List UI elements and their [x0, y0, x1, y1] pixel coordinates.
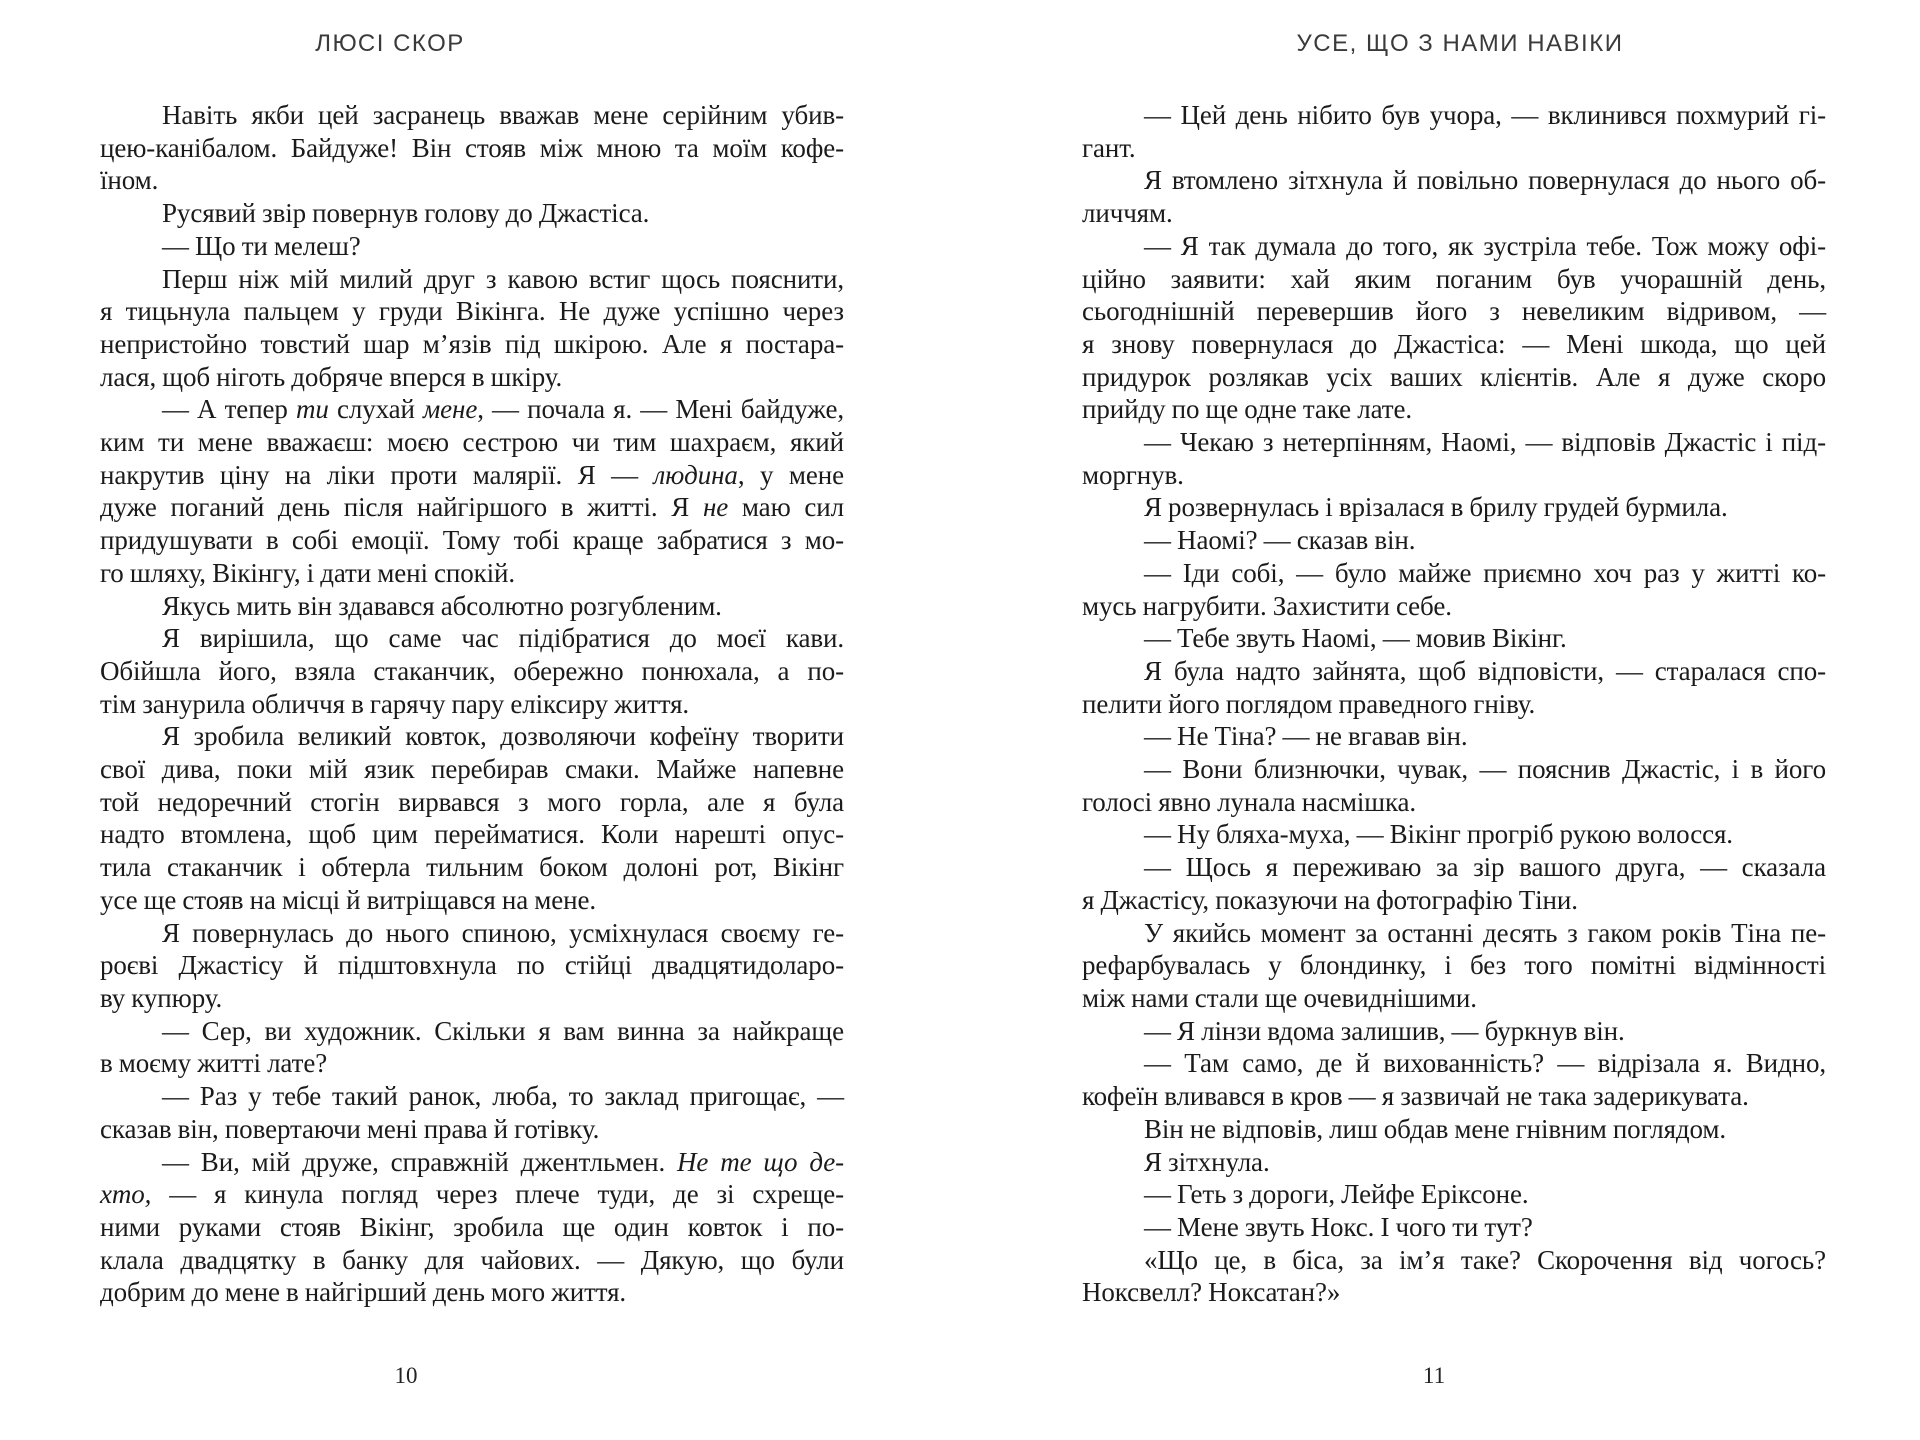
text-line: кофеїн вливався в кров — я зазвичай не така задерикувата. [1082, 1081, 1749, 1112]
text-line: я знову повернулася до Джастіса: — Мені шкода, що цей [1082, 328, 1826, 359]
text-line: я Джастісу, показуючи на фотографію Тіни. [1082, 884, 1578, 915]
text-line: Я повернулась до нього спиною, усміхнулася своєму ге- [162, 917, 844, 948]
text-line: клала двадцятку в банку для чайових. — Дякую, що були [100, 1244, 844, 1275]
running-header-author: ЛЮСІ СКОР [315, 30, 465, 57]
text-line: ційно заявити: хай яким поганим був учорашній день, [1082, 263, 1826, 294]
text-line: я тицьнула пальцем у груди Вікінга. Не дуже успішно через [100, 296, 844, 327]
page-number-left: 10 [394, 1363, 418, 1388]
text-line: добрим до мене в найгірший день мого життя. [100, 1277, 627, 1308]
text-line: Я зробила великий ковток, дозволяючи кофеїну творити [162, 721, 844, 752]
text-line: роєві Джастісу й підштовхнула по стійці двадцятидоларо- [100, 950, 844, 981]
text-line: — Там само, де й вихованність? — відрізала я. Видно, [1144, 1048, 1826, 1079]
text-line: — Я лінзи вдома залишив, — буркнув він. [1144, 1015, 1625, 1046]
text-line: накрутив ціну на ліки проти малярії. Я — людина, у мене [100, 459, 845, 490]
text-line: — Іди собі, — було майже приємно хоч раз у житті ко- [1144, 557, 1826, 588]
text-line: ким ти мене вважаєш: моєю сестрою чи тим шахраєм, який [100, 427, 844, 458]
text-line: Якусь мить він здавався абсолютно розгубленим. [162, 590, 722, 621]
right-page [960, 0, 1920, 1440]
left-page-text [100, 99, 844, 1309]
text-line: голосі явно лунала насмішка. [1082, 786, 1417, 817]
text-line: усе ще стояв на місці й витріщався на мене. [100, 884, 597, 915]
text-line: Я зітхнула. [1144, 1146, 1270, 1177]
italic-text: не [702, 492, 729, 523]
text-line: — Щось я переживаю за зір вашого друга, — сказала [1144, 852, 1826, 883]
text-line: надто втомлена, щоб цим перейматися. Коли нарешті опус- [100, 819, 844, 850]
text-line: Обійшла його, взяла стаканчик, обережно понюхала, а по- [100, 655, 844, 686]
right-page-text [1082, 99, 1826, 1309]
text-line: — Вони близнючки, чувак, — пояснив Джастіс, і в його [1144, 754, 1826, 785]
text-line: — Що ти мелеш? [162, 230, 361, 261]
text-line: хто, — я кинула погляд через плече туди, де зі схреще- [100, 1179, 844, 1210]
text-line: Я була надто зайнята, щоб відповісти, — старалася спо- [1144, 655, 1826, 686]
text-line: — Наомі? — сказав він. [1144, 525, 1416, 556]
text-line: — Чекаю з нетерпінням, Наомі, — відповів Джастіс і під- [1144, 427, 1826, 458]
text-line: моргнув. [1082, 459, 1184, 490]
italic-text: людина [653, 459, 738, 490]
text-line: Навіть якби цей засранець вважав мене серійним убив- [162, 100, 844, 130]
text-line: Він не відповів, лиш обдав мене гнівним поглядом. [1144, 1113, 1727, 1144]
text-line: «Що це, в біса, за ім’я таке? Скорочення від чогось? [1144, 1244, 1826, 1275]
page-number-right: 11 [1422, 1363, 1446, 1388]
italic-text: ти [295, 394, 329, 425]
text-line: Я розвернулась і врізалася в брилу грудей бурмила. [1144, 492, 1728, 523]
text-line: — Ви, мій друже, справжній джентльмен. Не те що де- [162, 1146, 844, 1177]
text-line: — Не Тіна? — не вгавав він. [1144, 721, 1468, 752]
text-line: мусь нагрубити. Захистити себе. [1082, 590, 1452, 621]
text-line: — Я так думала до того, як зустріла тебе. Тож можу офі- [1144, 230, 1826, 261]
text-line: в моєму житті лате? [100, 1048, 328, 1079]
text-line: свої дива, поки мій язик перебирав смаки. Майже напевне [100, 754, 844, 785]
text-line: го шляху, Вікінгу, і дати мені спокій. [100, 557, 516, 588]
text-line: прийду по ще одне таке лате. [1082, 394, 1412, 425]
text-line: ними руками стояв Вікінг, зробила ще один ковток і по- [100, 1211, 844, 1242]
italic-text: хто, [100, 1179, 152, 1210]
text-line: — Раз у тебе такий ранок, люба, то заклад пригощає, — [162, 1081, 844, 1112]
text-line: придурок розлякав усіх ваших клієнтів. Але я дуже скоро [1082, 361, 1826, 392]
text-line: непристойно товстий шар м’язів під шкірою. Але я постара- [100, 328, 844, 359]
italic-text: мене [423, 394, 478, 425]
italic-text: Не те що де- [677, 1146, 844, 1177]
text-line: між нами стали ще очевиднішими. [1082, 982, 1477, 1013]
text-line: їном. [100, 165, 159, 196]
text-line: рефарбувалась у блондинку, і без того помітні відмінності [1082, 950, 1826, 981]
text-line: сказав він, повертаючи мені права й готівку. [100, 1113, 600, 1144]
text-line: — Цей день нібито був учора, — вклинився похмурий гі- [1144, 100, 1826, 130]
text-line: — Мене звуть Нокс. І чого ти тут? [1144, 1211, 1533, 1242]
text-line: придушувати в собі емоції. Тому тобі краще забратися з мо- [100, 525, 844, 556]
text-line: тила стаканчик і обтерла тильним боком долоні рот, Вікінг [100, 852, 844, 883]
text-line: ву купюру. [100, 982, 223, 1013]
text-line: дуже поганий день після найгіршого в житті. Я не маю сил [100, 492, 844, 523]
text-line: — Геть з дороги, Лейфе Еріксоне. [1144, 1179, 1529, 1210]
text-line: — Ну бляха-муха, — Вікінг прогріб рукою волосся. [1144, 819, 1733, 850]
text-line: — Сер, ви художник. Скільки я вам винна за найкраще [162, 1015, 844, 1046]
text-line: — Тебе звуть Наомі, — мовив Вікінг. [1144, 623, 1567, 654]
text-line: Перш ніж мій милий друг з кавою встиг щось пояснити, [162, 263, 844, 294]
running-header-title: УСЕ, ЩО З НАМИ НАВІКИ [1296, 30, 1624, 57]
text-line: той недоречний стогін вирвався з мого горла, але я була [100, 786, 844, 817]
text-line: Русявий звір повернув голову до Джастіса. [162, 198, 650, 229]
text-line: цею-канібалом. Байдуже! Він стояв між мною та моїм кофе- [100, 132, 844, 163]
text-line: Я втомлено зітхнула й повільно повернулася до нього об- [1144, 165, 1826, 196]
text-line: У якийсь момент за останні десять з гаком років Тіна пе- [1144, 917, 1826, 948]
text-line: — А тепер ти слухай мене, — почала я. — Мені байдуже, [162, 394, 844, 425]
text-line: Я вирішила, що саме час підібратися до моєї кави. [162, 623, 844, 654]
text-line: Ноксвелл? Ноксатан?» [1082, 1277, 1341, 1308]
text-line: пелити його поглядом праведного гніву. [1082, 688, 1536, 719]
text-line: гант. [1082, 132, 1136, 163]
text-line: личчям. [1082, 198, 1173, 229]
text-line: лася, щоб ніготь добряче вперся в шкіру. [100, 361, 563, 392]
text-line: тім занурила обличчя в гарячу пару еліксиру життя. [100, 688, 690, 719]
text-line: сьогоднішній перевершив його з невеликим відривом, — [1082, 296, 1826, 327]
